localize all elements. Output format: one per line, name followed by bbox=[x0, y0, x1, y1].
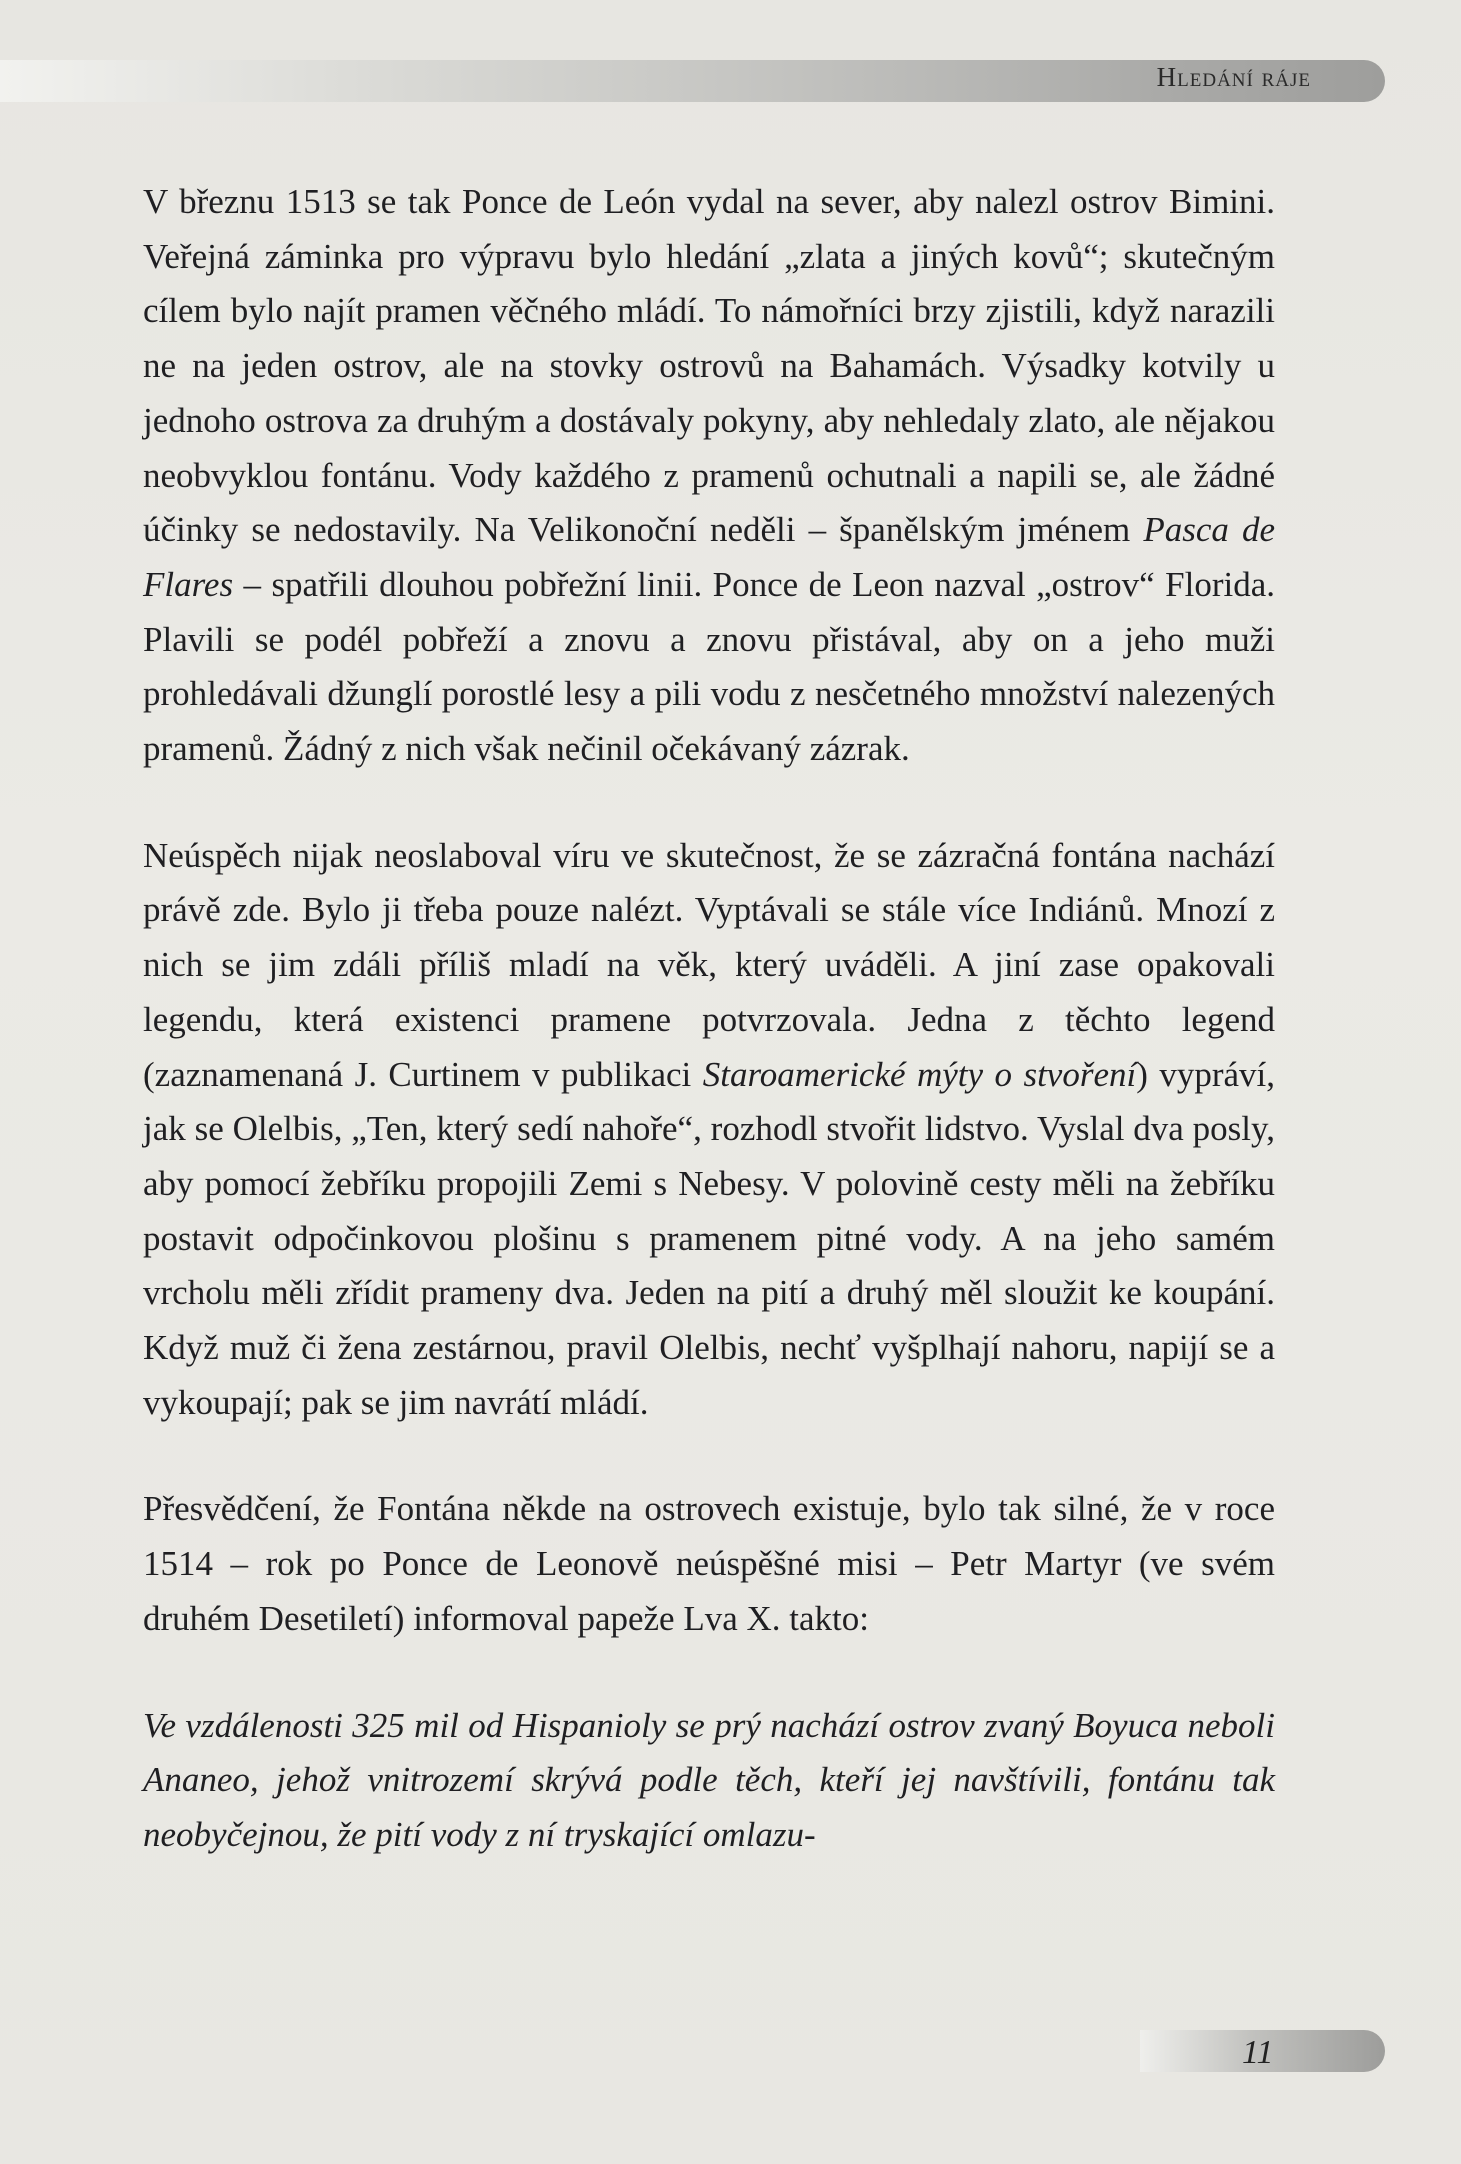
quote-paragraph bbox=[143, 1699, 1275, 1863]
paragraph-1-italic: Pasca de Flares bbox=[143, 510, 1275, 604]
paragraph-3 bbox=[143, 1482, 1275, 1646]
page-number: 11 bbox=[1242, 2034, 1274, 2071]
paragraph-3-text: Přesvědčení, že Fontána někde na ostrovech existuje, bylo tak silné, že v roce 1514 – rok po Ponce de Leonově neúspěšné misi – Petr Martyr (ve svém druhém Desetiletí) informoval papeže Lva X. takto: bbox=[143, 1489, 1275, 1638]
paragraph-2-text: Neúspěch nijak neoslaboval víru ve skutečnost, že se zázračná fontána nachází právě zde. Bylo ji třeba pouze nalézt. Vyptávali se stále více Indiánů. Mnozí z nich se jim zdáli příliš mladí na věk, který uváděli. A jiní zase opakovali legendu, která existenci pramene potvrzovala. Jedna z těchto legend (zaznamenaná J. Curtinem v publikaci bbox=[143, 835, 1275, 1094]
paragraph-1 bbox=[143, 175, 1275, 777]
paragraph-1-text-after: – spatřili dlouhou pobřežní linii. Ponce de Leon nazval „ostrov“ Florida. Plavili se podél pobřeží a znovu a znovu přistával, aby on a jeho muži prohledávali džunglí porostlé lesy a pili vodu z nesčetného množství nalezených pramenů. Žádný z nich však nečinil očekávaný zázrak. bbox=[143, 564, 1275, 769]
paragraph-2-text-after: ) vypráví, jak se Olelbis, „Ten, který sedí nahoře“, rozhodl stvořit lidstvo. Vyslal dva posly, aby pomocí žebříku propojili Zemi s Nebesy. V polovině cesty měli na žebříku postavit odpočinkovou plošinu s pramenem pitné vody. A na jeho samém vrcholu měli zřídit prameny dva. Jeden na pití a druhý měl sloužit ke koupání. Když muž či žena zestárnou, pravil Olelbis, nechť vyšplhají nahoru, napijí se a vykoupají; pak se jim navrátí mládí. bbox=[143, 1054, 1275, 1422]
paragraph-2-italic: Staroamerické mýty o stvoření bbox=[702, 1054, 1137, 1094]
running-head: Hledání ráje bbox=[1156, 62, 1311, 92]
paragraph-1-text: V březnu 1513 se tak Ponce de León vydal na sever, aby nalezl ostrov Bimini. Veřejná záminka pro výpravu bylo hledání „zlata a jiných kovů“; skutečným cílem bylo najít pramen věčného mládí. To námořníci brzy zjistili, když narazili ne na jeden ostrov, ale na stovky ostrovů na Bahamách. Výsadky kotvily u jednoho ostrova za druhým a dostávaly pokyny, aby nehledaly zlato, ale nějakou neobvyklou fontánu. Vody každého z pramenů ochutnali a napili se, ale žádné účinky se nedostavily. Na Velikonoční neděli – španělským jménem bbox=[143, 182, 1275, 550]
paragraph-2 bbox=[143, 829, 1275, 1431]
body-text bbox=[143, 175, 1275, 1863]
quote-text: Ve vzdálenosti 325 mil od Hispanioly se prý nachází ostrov zvaný Boyuca neboli Ananeo, jehož vnitrozemí skrývá podle těch, kteří jej navštívili, fontánu tak neobyčejnou, že pití vody z ní tryskající omlazu- bbox=[143, 1705, 1275, 1854]
